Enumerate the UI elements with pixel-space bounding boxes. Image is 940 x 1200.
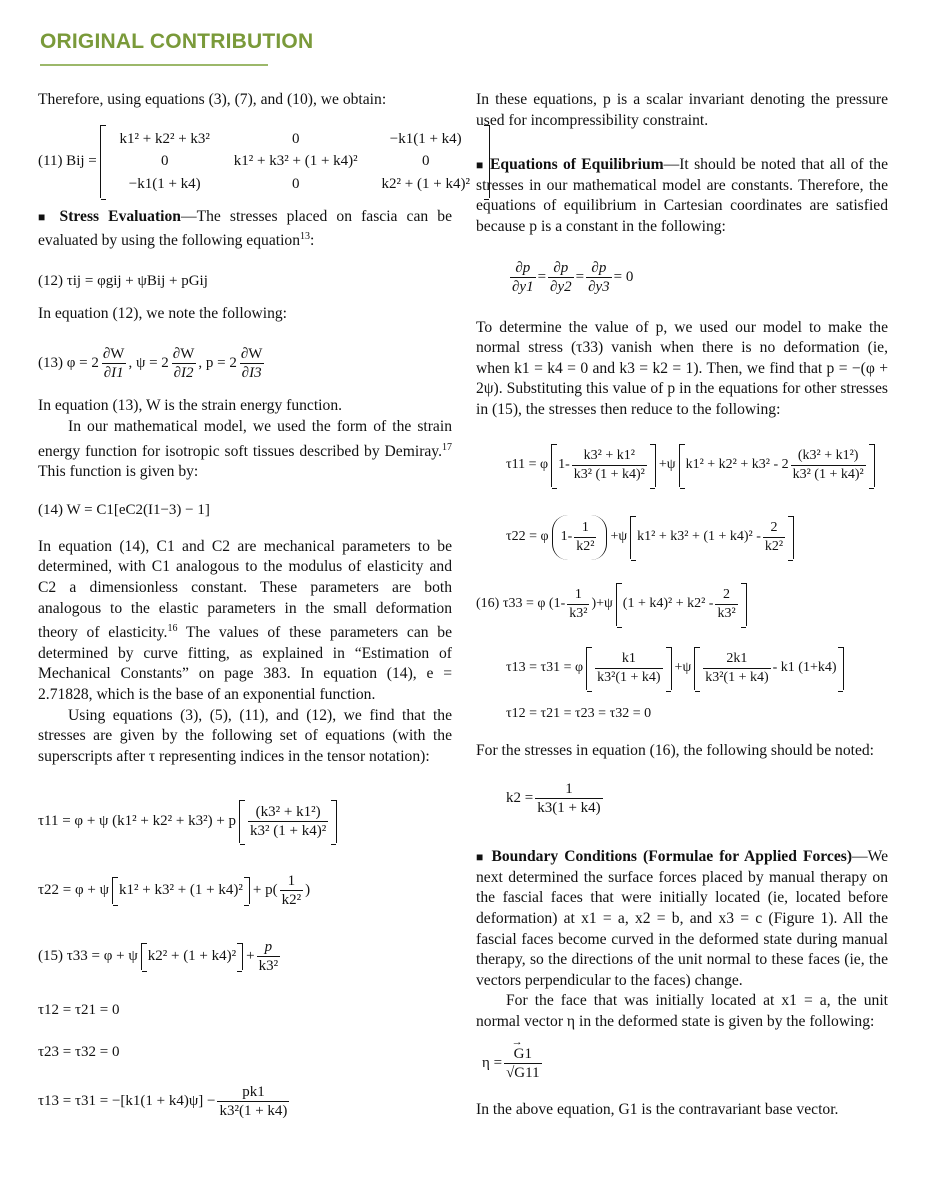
frac-den: k3²(1 + k4) (219, 1102, 288, 1119)
frac-num: ∂W (102, 345, 125, 362)
t11-lhs: τ11 = φ + ψ (k1² + k2² + k3²) + p (38, 812, 237, 829)
frac-num: pk1 (242, 1083, 265, 1100)
t22-close: ) (305, 881, 311, 898)
equation-16-t11 (476, 433, 888, 499)
frac-den: k3² (258, 957, 279, 974)
frac-den: ∂y1 (512, 279, 534, 296)
boundary-conditions-heading: Boundary Conditions (Formulae for Applied Forces) (491, 848, 853, 866)
model-paragraph (38, 417, 452, 483)
frac-num: ∂p (553, 260, 569, 277)
equation-15-t33 (38, 929, 452, 983)
t22-frac-2 (763, 519, 785, 556)
eta-frac (504, 1045, 542, 1082)
equation-16-t13 (476, 639, 888, 699)
t22-frac (280, 872, 304, 909)
frac-den: k3² (1 + k4)² (792, 467, 864, 483)
matrix-cell: −k1(1 + k4) (389, 130, 462, 147)
intro-paragraph: Therefore, using equations (3), (7), and (10), we obtain: (38, 91, 387, 108)
frac-den: √G11 (506, 1064, 540, 1081)
contravariant-paragraph: In the above equation, G1 is the contravariant base vector. (476, 1101, 839, 1119)
sum-terms: k1² + k2² + k3² - 2 (685, 457, 789, 473)
eq13-phi: (13) φ = 2 (38, 355, 99, 372)
equilibrium-paragraph (476, 155, 888, 237)
plus-psi: +ψ (610, 529, 628, 545)
equilibrium-text: —It should be noted that all of the stresses in our mathematical model are constants. Therefore, the equations of equilibrium in Cartesian coordinates are satisfied because p is a constant in the following: (476, 156, 889, 235)
left-column (38, 90, 470, 1123)
matrix-cell: −k1(1 + k4) (128, 175, 201, 192)
frac-den: k2² (281, 891, 302, 908)
k2-frac (535, 780, 602, 817)
eq13-note: In equation (13), W is the strain energy function. (38, 397, 343, 415)
equation-15-t23: τ23 = τ32 = 0 (38, 1044, 120, 1061)
model-text-end: This function is given by: (38, 463, 199, 481)
plus-psi: +ψ (658, 457, 676, 473)
section-header: ORIGINAL CONTRIBUTION (40, 30, 314, 53)
eq12-note: In equation (12), we note the following: (38, 304, 288, 322)
frac-num: 1 (574, 587, 582, 603)
matrix-cell: 0 (421, 153, 430, 170)
frac-den: ∂y2 (550, 279, 572, 296)
right-column (476, 90, 888, 1121)
equation-15-t13 (38, 1079, 452, 1123)
t22-plus: + p( (252, 881, 278, 898)
section-bullet: ■ (476, 158, 485, 173)
t33-lhs: (16) τ33 = φ (1- (476, 596, 566, 612)
equation-15-t12: τ12 = τ21 = 0 (38, 1002, 120, 1019)
equilibrium-equation (476, 250, 888, 306)
equation-13 (38, 336, 452, 390)
frac-num: ∂W (172, 345, 195, 362)
matrix-cell: k2² + (1 + k4)² (381, 175, 470, 192)
constants-text: In equation (14), C1 and C2 are mechanical parameters to be determined, with C1 analogous to the modulus of elasticity and C2 a dimensionless constant. These parameters are both analogous to the elastic parameters in the small deformation theory of elasticity. (38, 537, 452, 642)
matrix-grid (109, 129, 481, 195)
eta-equation (476, 1038, 888, 1088)
frac-num: 2 (770, 520, 778, 536)
frac-num: k1 (621, 651, 636, 667)
t33-bracket: k2² + (1 + k4)² (141, 943, 243, 970)
constants-text-2: The values of these parameters can be determined by curve fitting, as explained in “Estimation of Mechanical Constants” on page 383. In equation (14), e = 2.71828, which is the base of an exponential function. (38, 624, 452, 703)
t33-bracket (616, 583, 747, 626)
matrix-cell: k1² + k3² + (1 + k4)² (233, 153, 358, 170)
t13-frac (217, 1083, 289, 1120)
matrix-cell: 0 (291, 175, 300, 192)
frac-num: (k3² + k1²) (255, 803, 321, 820)
stress-evaluation-text: —The stresses placed on fascia can be evaluated by using the following equation (38, 207, 452, 250)
eta-lhs: η = (482, 1055, 503, 1072)
equation-15-t11 (38, 791, 452, 851)
t13-frac-1 (595, 650, 662, 687)
frac-den: k2² (764, 539, 784, 555)
constants-paragraph (38, 537, 452, 706)
model-text: In our mathematical model, we used the form of the strain energy function for isotropic soft tissues described by Demiray. (38, 417, 452, 460)
determine-p-paragraph: To determine the value of p, we used our model to make the normal stress (τ33) vanish when there is no deformation (ie, when k1 = k4 = 0 and k3 = k2 = 1). Then, we find that p = −(φ + 2ψ). Substituting this value of p in the equations for other stresses in (15), the stresses then reduce to the following: (476, 318, 888, 418)
t33-plus: + (246, 947, 255, 964)
frac-den: k3² (1 + k4)² (250, 822, 327, 839)
t13-bracket-1 (586, 647, 671, 690)
equation-16-t22 (476, 505, 888, 571)
stress-text-end: : (310, 232, 315, 250)
reference-17: 17 (442, 441, 452, 453)
t11-frac-1 (572, 447, 647, 484)
k2-equation (476, 773, 888, 823)
dp-dy2 (548, 259, 574, 296)
frac-den: k3² (717, 606, 736, 622)
frac-num: ∂W (240, 345, 263, 362)
equals: = (575, 269, 585, 286)
t13-bracket-2 (694, 647, 843, 690)
frac-num: 1 (287, 872, 296, 889)
dp-dy3 (586, 259, 612, 296)
sum-terms: (1 + k4)² + k2² - (622, 596, 714, 612)
t11-frac (248, 803, 328, 840)
section-bullet: ■ (38, 209, 51, 224)
t33-frac-1 (567, 586, 589, 623)
t22-lhs: τ22 = φ (506, 529, 549, 545)
frac-den: k3²(1 + k4) (705, 670, 769, 686)
equation-12: (12) τij = φgij + ψBij + pGij (38, 272, 208, 289)
frac-num: k3² + k1² (583, 448, 635, 464)
frac-den: k3²(1 + k4) (597, 670, 661, 686)
equation-11 (38, 123, 470, 201)
t22-bracket (630, 516, 794, 559)
unit-normal-paragraph: For the face that was initially located at x1 = a, the unit normal vector η in the deformed state is given by the following: (476, 992, 888, 1030)
equals-zero: = 0 (613, 269, 634, 286)
matrix-cell: 0 (291, 130, 300, 147)
one-minus: 1- (560, 529, 573, 545)
eq13-frac-2 (171, 345, 197, 382)
plus-psi: )+ψ (591, 596, 613, 612)
frac-num: → G1 (512, 1045, 534, 1063)
frac-den: k3(1 + k4) (537, 799, 601, 816)
t11-bracket-1 (551, 444, 656, 487)
t33-frac (257, 938, 281, 975)
reference-16: 16 (167, 623, 178, 635)
reference-13: 13 (300, 231, 311, 243)
frac-num: ∂p (515, 260, 531, 277)
frac-den: ∂I1 (103, 364, 124, 381)
t22-bracket: k1² + k3² + (1 + k4)² (112, 877, 250, 904)
frac-num: 2k1 (726, 651, 748, 667)
t13-frac-2 (703, 650, 770, 687)
equation-14: (14) W = C1[eC2(I1−3) − 1] (38, 501, 210, 518)
frac-num: 1 (581, 520, 589, 536)
frac-num: 2 (723, 587, 731, 603)
eq13-frac-3 (239, 345, 265, 382)
eq13-p: , p = 2 (198, 355, 237, 372)
t22-frac-1 (574, 519, 596, 556)
equation-16-t12: τ12 = τ21 = τ23 = τ32 = 0 (506, 705, 652, 721)
frac-den: ∂I2 (173, 364, 194, 381)
stresses-note: For the stresses in equation (16), the following should be noted: (476, 741, 875, 759)
using-paragraph: Using equations (3), (5), (11), and (12), we find that the stresses are given by the following set of equations (with the superscripts after τ representing indices in the tensor notation): (38, 706, 452, 765)
equation-16-t33 (476, 577, 888, 633)
equals: = (537, 269, 547, 286)
frac-den: ∂y3 (588, 279, 610, 296)
k2-lhs: k2 = (506, 789, 534, 806)
one-minus: 1- (558, 457, 570, 473)
frac-den: k3² (569, 606, 588, 622)
t11-bracket-2 (679, 444, 875, 487)
frac-den: ∂I3 (241, 364, 262, 381)
section-bullet: ■ (476, 850, 486, 865)
equilibrium-heading: Equations of Equilibrium (490, 156, 664, 174)
t33-lhs: (15) τ33 = φ + ψ (38, 947, 138, 964)
sum-terms: k1² + k3² + (1 + k4)² - (637, 529, 761, 545)
dp-dy1 (510, 259, 536, 296)
boundary-conditions-text: —We next determined the surface forces placed by manual therapy on the fascial faces that were initially located (ie, located before deformation) at x1 = a, x2 = b, and x3 = c (Figure 1). All the fascial faces become curved in the deformed state during manual therapy, so the directions of the unit normal to these faces (ie, the vectors perpendicular to the faces) change. (476, 848, 888, 989)
t22-lhs: τ22 = φ + ψ (38, 881, 109, 898)
t13-lhs: τ13 = τ31 = −[k1(1 + k4)ψ] − (38, 1092, 216, 1109)
equation-15-t22 (38, 863, 452, 917)
matrix-cell: k1² + k2² + k3² (119, 130, 210, 147)
frac-num: ∂p (591, 260, 607, 277)
frac-den: k3² (1 + k4)² (573, 467, 645, 483)
eq11-label: (11) Bij = (38, 153, 97, 170)
matrix-cell: 0 (160, 153, 169, 170)
t13-lhs: τ13 = τ31 = φ (506, 660, 584, 676)
stress-evaluation-heading: Stress Evaluation (59, 207, 181, 225)
eq13-psi: , ψ = 2 (128, 355, 169, 372)
boundary-conditions-paragraph (476, 847, 888, 991)
pressure-paragraph: In these equations, p is a scalar invariant denoting the pressure used for incompressibility constraint. (476, 91, 888, 129)
eq11-matrix (100, 125, 490, 199)
stress-evaluation-paragraph (38, 207, 452, 252)
frac-num: p (264, 938, 273, 955)
t11-lhs: τ11 = φ (506, 457, 549, 473)
t11-bracket (239, 800, 337, 843)
eq13-frac-1 (101, 345, 127, 382)
t33-frac-2 (715, 586, 737, 623)
t11-frac-2 (791, 447, 866, 484)
frac-den: k2² (576, 539, 595, 555)
plus-psi: +ψ (674, 660, 692, 676)
t22-paren (552, 515, 608, 560)
minus-term: - k1 (1+k4) (772, 660, 837, 676)
frac-num: (k3² + k1²) (797, 448, 859, 464)
header-rule (40, 64, 268, 66)
frac-num: 1 (565, 780, 573, 797)
